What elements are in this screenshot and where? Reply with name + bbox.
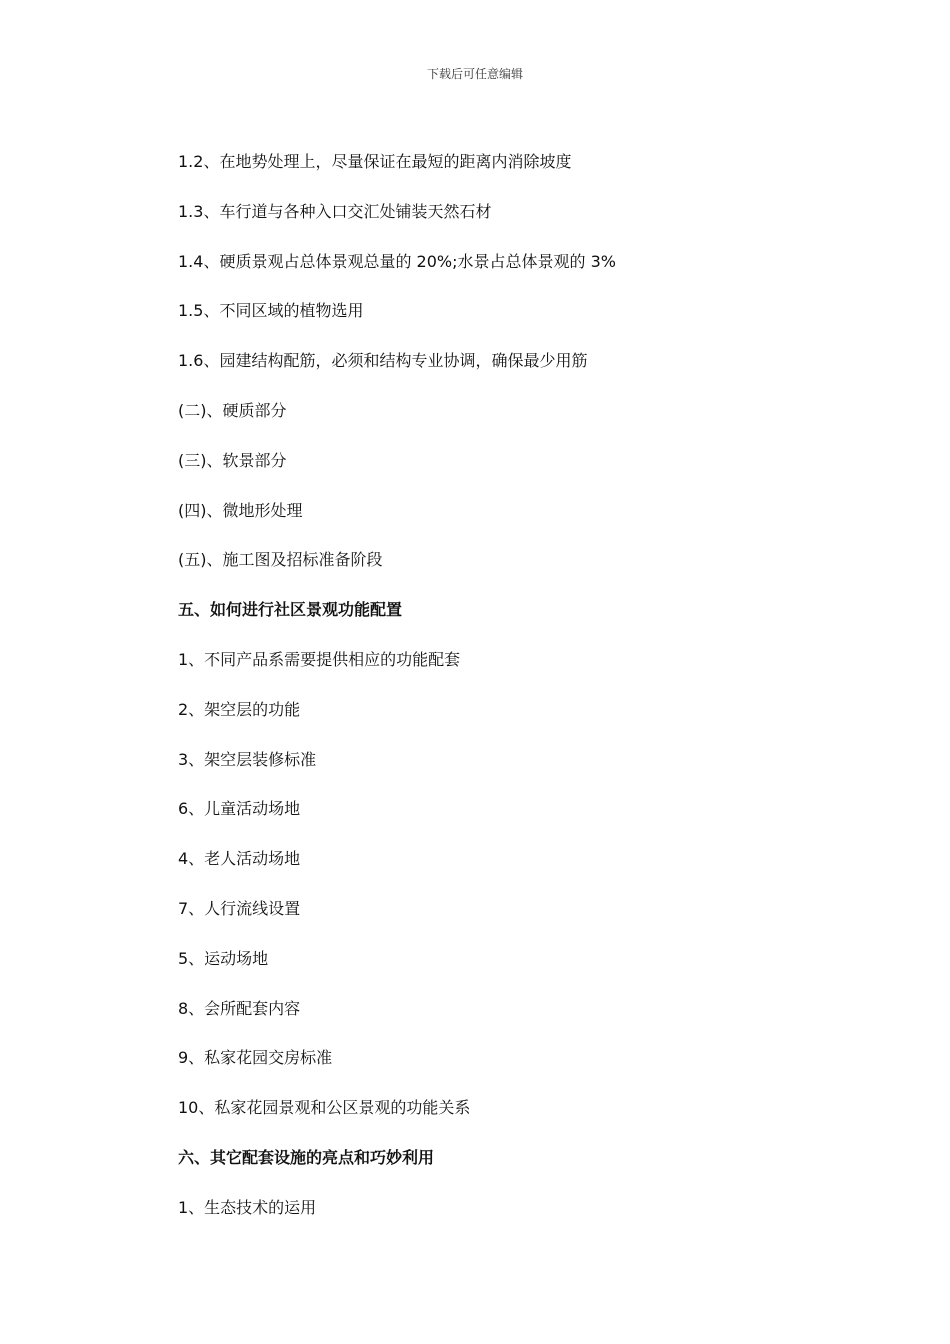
section-heading: 六、其它配套设施的亮点和巧妙利用 xyxy=(178,1147,435,1167)
paragraph: 4、老人活动场地 xyxy=(178,849,301,869)
paragraph: (四)、微地形处理 xyxy=(178,500,303,520)
paragraph: 7、人行流线设置 xyxy=(178,898,301,918)
paragraph: (三)、软景部分 xyxy=(178,450,287,470)
paragraph: (五)、施工图及招标准备阶段 xyxy=(178,550,383,570)
paragraph: 1.2、在地势处理上，尽量保证在最短的距离内消除坡度 xyxy=(178,152,572,171)
paragraph: 5、运动场地 xyxy=(178,948,269,968)
paragraph: 1.5、不同区域的植物选用 xyxy=(178,301,364,321)
page-header-note: 下载后可任意编辑 xyxy=(426,67,523,81)
paragraph: (二)、硬质部分 xyxy=(178,400,287,420)
paragraph: 3、架空层装修标准 xyxy=(178,749,317,769)
paragraph: 1.6、园建结构配筋，必须和结构专业协调，确保最少用筋 xyxy=(178,351,588,371)
paragraph: 1.3、车行道与各种入口交汇处铺装天然石材 xyxy=(178,201,492,221)
paragraph: 1、生态技术的运用 xyxy=(178,1197,317,1217)
paragraph: 2、架空层的功能 xyxy=(178,699,301,719)
paragraph: 1、不同产品系需要提供相应的功能配套 xyxy=(178,649,461,669)
paragraph: 8、会所配套内容 xyxy=(178,998,301,1018)
paragraph: 6、儿童活动场地 xyxy=(178,799,301,819)
paragraph: 9、私家花园交房标准 xyxy=(178,1048,333,1068)
paragraph: 1.4、硬质景观占总体景观总量的 20%;水景占总体景观的 3% xyxy=(178,251,616,271)
section-heading: 五、如何进行社区景观功能配置 xyxy=(178,600,403,620)
document-body xyxy=(178,150,878,1246)
paragraph: 10、私家花园景观和公区景观的功能关系 xyxy=(178,1098,471,1118)
